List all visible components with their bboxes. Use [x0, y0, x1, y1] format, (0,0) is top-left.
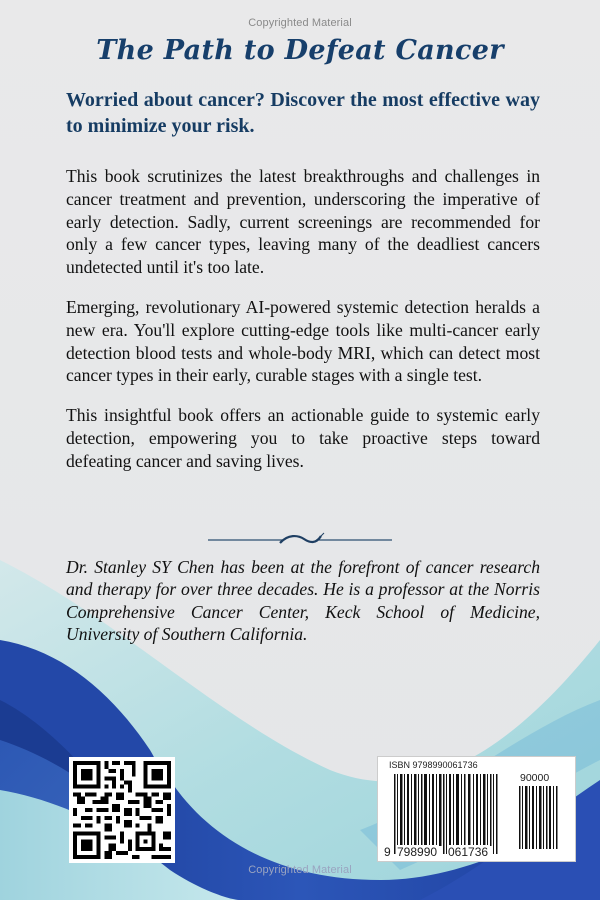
qr-code[interactable]: [69, 757, 175, 863]
barcode-right-digits: 061736: [448, 845, 489, 859]
copyright-watermark-top: Copyrighted Material: [248, 17, 352, 29]
back-cover-text: [66, 87, 540, 473]
qr-code-icon: [73, 761, 171, 859]
tagline: Worried about cancer? Discover the most effective way to minimize your risk.: [66, 89, 540, 137]
isbn-barcode: [377, 756, 576, 862]
copyright-watermark-bottom: Copyrighted Material: [248, 864, 352, 876]
description-paragraph-1: This book scrutinizes the latest breakthroughs and challenges in cancer treatment and prevention, underscoring the imperative of early detection. Sadly, current screenings are recommended for only a few cancer types, leaving many of the deadliest cancers undetected until it's too late.: [66, 166, 540, 278]
barcode-left-digits: 798990: [397, 845, 438, 859]
description-paragraph-2: Emerging, revolutionary AI-powered systemic detection heralds a new era. You'll explore cutting-edge tools like multi-cancer early detection blood tests and whole-body MRI, which can detect most cancer types in their early, curable stages with a single test.: [66, 296, 540, 386]
price-addon-code: 90000: [520, 772, 550, 784]
book-title: The Path to Defeat Cancer: [96, 35, 504, 66]
isbn-label: ISBN 9798990061736: [389, 760, 478, 770]
description-paragraph-3: This insightful book offers an actionable guide to systemic early detection, empowering you to take proactive steps toward defeating cancer and saving lives.: [66, 405, 540, 471]
author-bio: Dr. Stanley SY Chen has been at the forefront of cancer research and therapy for over three decades. He is a professor at the Norris Comprehensive Cancer Center, Keck School of Medicine, University of Southern California.: [66, 557, 540, 644]
swash-ornament-icon: [208, 532, 392, 548]
barcode-first-digit: 9: [384, 845, 391, 859]
